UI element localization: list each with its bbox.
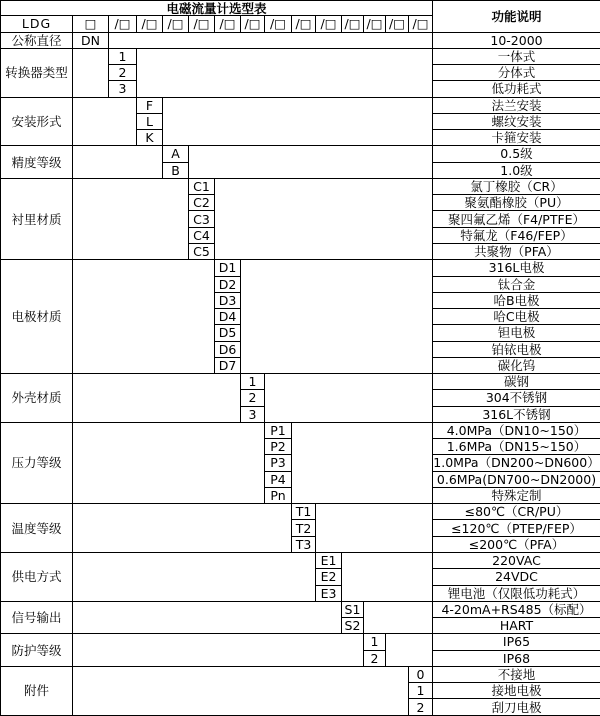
desc-cell: 4.0MPa（DN10~150） — [433, 422, 600, 438]
code-cell: 2 — [409, 699, 433, 716]
spacer-cell — [292, 422, 433, 503]
category-label: 公称直径 — [1, 32, 73, 48]
desc-cell: 316L电极 — [433, 260, 600, 276]
spacer-cell — [73, 666, 409, 715]
desc-cell: 氯丁橡胶（CR） — [433, 178, 600, 194]
code-cell: 2 — [241, 390, 265, 406]
spacer-cell — [73, 97, 137, 146]
code-cell: C5 — [189, 243, 215, 259]
spacer-cell — [73, 422, 265, 503]
code-cell: L — [137, 113, 163, 129]
spacer-cell — [109, 32, 433, 48]
desc-cell: 不接地 — [433, 666, 600, 682]
desc-cell: 1.0MPa（DN200~DN600） — [433, 455, 600, 471]
code-cell: D7 — [215, 357, 241, 373]
category-label: 压力等级 — [1, 422, 73, 503]
spacer-cell — [73, 601, 342, 634]
code-cell: 3 — [241, 406, 265, 422]
code-cell: C3 — [189, 211, 215, 227]
desc-cell: 聚氨酯橡胶（PU） — [433, 195, 600, 211]
model-prefix: LDG — [1, 16, 73, 32]
code-box-placeholder: /□ — [215, 16, 241, 32]
desc-cell: 特殊定制 — [433, 487, 600, 503]
code-cell: D3 — [215, 292, 241, 308]
code-cell: 1 — [109, 48, 137, 64]
desc-cell: 24VDC — [433, 569, 600, 585]
desc-cell: 哈B电极 — [433, 292, 600, 308]
code-cell: T3 — [292, 536, 316, 552]
desc-cell: 卡箍安装 — [433, 130, 600, 146]
category-label: 温度等级 — [1, 504, 73, 553]
desc-cell: 一体式 — [433, 48, 600, 64]
code-box-placeholder: /□ — [265, 16, 292, 32]
code-cell: C4 — [189, 227, 215, 243]
desc-cell: 316L不锈钢 — [433, 406, 600, 422]
desc-cell: 1.6MPa（DN15~150） — [433, 439, 600, 455]
desc-cell: HART — [433, 618, 600, 634]
spacer-cell — [73, 178, 189, 259]
category-label: 供电方式 — [1, 553, 73, 602]
category-label: 精度等级 — [1, 146, 73, 179]
category-label: 防护等级 — [1, 634, 73, 667]
category-label: 安装形式 — [1, 97, 73, 146]
code-cell: K — [137, 130, 163, 146]
code-box-placeholder: /□ — [109, 16, 137, 32]
desc-cell: 碳化钨 — [433, 357, 600, 373]
code-box-placeholder: /□ — [342, 16, 364, 32]
desc-cell: 螺纹安装 — [433, 113, 600, 129]
code-cell: F — [137, 97, 163, 113]
desc-cell: 304不锈钢 — [433, 390, 600, 406]
code-cell: C2 — [189, 195, 215, 211]
desc-cell: 10-2000 — [433, 32, 600, 48]
code-cell: 1 — [241, 374, 265, 390]
code-box-placeholder: /□ — [189, 16, 215, 32]
code-cell: C1 — [189, 178, 215, 194]
spacer-cell — [73, 374, 241, 423]
code-box-placeholder: /□ — [364, 16, 386, 32]
code-cell: P4 — [265, 471, 292, 487]
desc-cell: ≤80℃（CR/PU） — [433, 504, 600, 520]
code-box-placeholder: /□ — [292, 16, 316, 32]
spacer-cell — [386, 634, 433, 667]
code-box-placeholder: /□ — [241, 16, 265, 32]
code-cell: E2 — [316, 569, 342, 585]
desc-cell: 接地电极 — [433, 683, 600, 699]
code-cell: 0 — [409, 666, 433, 682]
desc-cell: 低功耗式 — [433, 81, 600, 97]
code-cell: T2 — [292, 520, 316, 536]
category-label: 电极材质 — [1, 260, 73, 374]
desc-cell: ≤200℃（PFA） — [433, 536, 600, 552]
desc-cell: 锂电池（仅限低功耗式） — [433, 585, 600, 601]
code-cell: D4 — [215, 309, 241, 325]
desc-cell: 特氟龙（F46/FEP） — [433, 227, 600, 243]
code-box-placeholder: /□ — [163, 16, 189, 32]
desc-cell: 钛合金 — [433, 276, 600, 292]
spacer-cell — [265, 374, 433, 423]
code-cell: S2 — [342, 618, 364, 634]
desc-cell: 220VAC — [433, 553, 600, 569]
code-cell: P2 — [265, 439, 292, 455]
table-title: 电磁流量计选型表 — [1, 1, 433, 16]
category-label: 信号输出 — [1, 601, 73, 634]
spacer-cell — [73, 504, 292, 553]
code-box-placeholder: /□ — [409, 16, 433, 32]
code-cell: 2 — [109, 65, 137, 81]
desc-cell: ≤120℃（PTEP/FEP） — [433, 520, 600, 536]
code-cell: E1 — [316, 553, 342, 569]
desc-cell: 铂铱电极 — [433, 341, 600, 357]
spacer-cell — [241, 260, 433, 374]
code-cell: A — [163, 146, 189, 162]
code-cell: 1 — [409, 683, 433, 699]
code-cell: P1 — [265, 422, 292, 438]
function-header: 功能说明 — [433, 1, 600, 33]
code-cell: B — [163, 162, 189, 178]
code-box-placeholder: /□ — [386, 16, 409, 32]
code-cell: Pn — [265, 487, 292, 503]
category-label: 衬里材质 — [1, 178, 73, 259]
spacer-cell — [73, 260, 215, 374]
desc-cell: 哈C电极 — [433, 309, 600, 325]
desc-cell: 1.0级 — [433, 162, 600, 178]
code-cell: S1 — [342, 601, 364, 617]
spacer-cell — [73, 634, 364, 667]
code-box-placeholder: /□ — [316, 16, 342, 32]
desc-cell: 刮刀电极 — [433, 699, 600, 716]
spacer-cell — [163, 97, 433, 146]
code-cell: E3 — [316, 585, 342, 601]
code-cell: P3 — [265, 455, 292, 471]
code-cell: D2 — [215, 276, 241, 292]
category-label: 外壳材质 — [1, 374, 73, 423]
code-cell: 3 — [109, 81, 137, 97]
spacer-cell — [137, 48, 433, 97]
desc-cell: 分体式 — [433, 65, 600, 81]
code-cell: 2 — [364, 650, 386, 666]
desc-cell: 共聚物（PFA） — [433, 243, 600, 259]
code-cell: 1 — [364, 634, 386, 650]
code-cell: D5 — [215, 325, 241, 341]
desc-cell: IP68 — [433, 650, 600, 666]
spacer-cell — [73, 146, 163, 179]
spacer-cell — [73, 48, 109, 97]
spacer-cell — [215, 178, 433, 259]
desc-cell: 法兰安装 — [433, 97, 600, 113]
category-label: 附件 — [1, 666, 73, 715]
desc-cell: 0.6MPa(DN700~DN2000) — [433, 471, 600, 487]
desc-cell: 4-20mA+RS485（标配） — [433, 601, 600, 617]
desc-cell: 0.5级 — [433, 146, 600, 162]
spacer-cell — [316, 504, 433, 553]
code-cell: D6 — [215, 341, 241, 357]
spacer-cell — [342, 553, 433, 602]
desc-cell: IP65 — [433, 634, 600, 650]
code-box-placeholder: /□ — [137, 16, 163, 32]
desc-cell: 碳钢 — [433, 374, 600, 390]
code-cell: D1 — [215, 260, 241, 276]
code-cell: T1 — [292, 504, 316, 520]
spacer-cell — [189, 146, 433, 179]
code-box-placeholder: □ — [73, 16, 109, 32]
code-cell: DN — [73, 32, 109, 48]
spacer-cell — [364, 601, 433, 634]
spacer-cell — [73, 553, 316, 602]
category-label: 转换器类型 — [1, 48, 73, 97]
desc-cell: 钽电极 — [433, 325, 600, 341]
desc-cell: 聚四氟乙烯（F4/PTFE） — [433, 211, 600, 227]
